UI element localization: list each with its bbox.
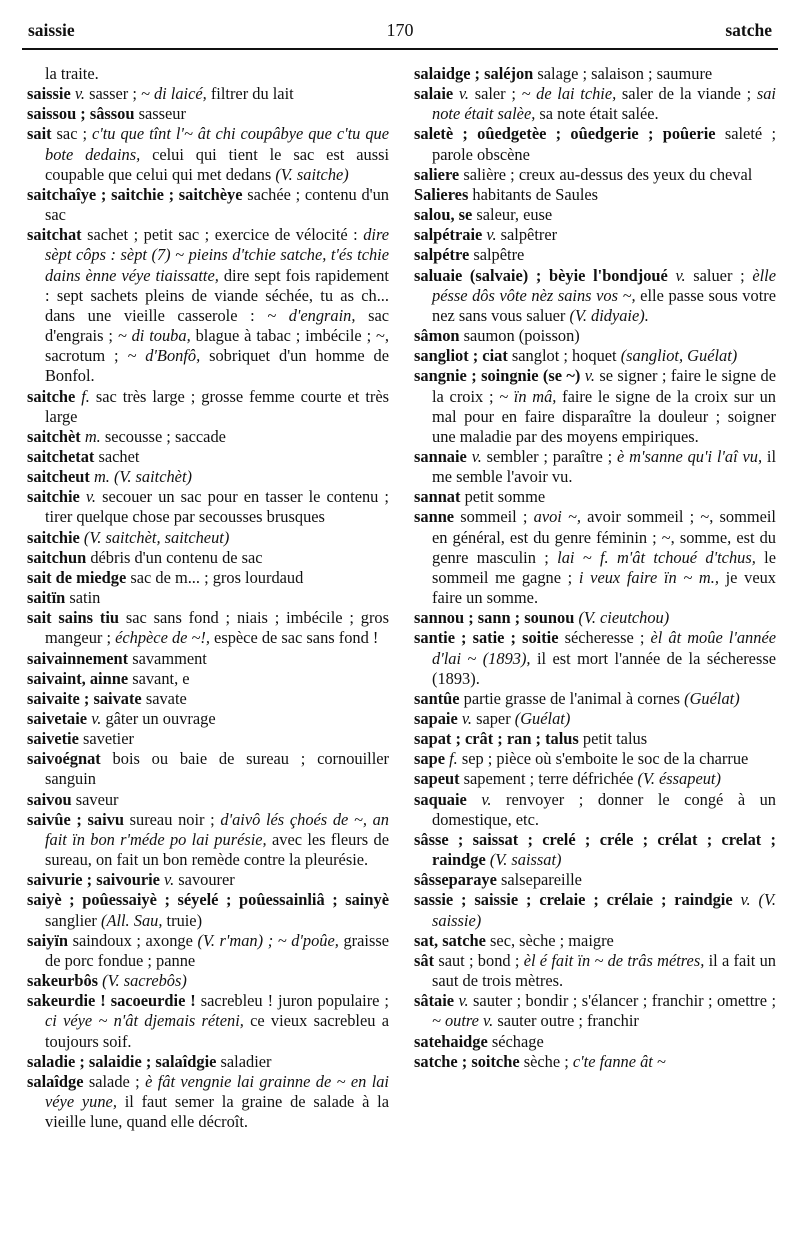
headword: sassie ; saissie ; crelaie ; crélaie ; raindgie	[414, 890, 733, 910]
dictionary-entry	[414, 709, 776, 729]
dictionary-entry	[414, 628, 776, 688]
headword: saletè ; oûedgetèe ; oûedgerie ; poûerie	[414, 124, 716, 144]
definition-text: saleté ; parole obscène	[432, 124, 777, 164]
dictionary-entry	[27, 870, 389, 890]
italic-text: v.	[584, 366, 595, 386]
headword: sâsseparaye	[414, 870, 497, 890]
headword: sape	[414, 749, 445, 769]
definition-text: saindoux ; axonge	[68, 930, 198, 950]
headword: sakeurbôs	[27, 971, 99, 991]
dictionary-entry	[414, 790, 776, 830]
italic-text: dire sèpt côps : sèpt (7) ~ pieins d'tchie satche, t'és tchie dains ènne véye tiaissatte,	[45, 225, 389, 285]
headword: sâtaie	[414, 991, 455, 1011]
headword: saiyè ; poûessaiyè ; séyelé ; poûessainliâ ; sainyè	[27, 890, 389, 910]
dictionary-entry	[414, 1052, 776, 1072]
headword: saivou	[27, 789, 72, 809]
dictionary-entry	[414, 185, 776, 205]
definition-text: sasser ;	[84, 84, 141, 104]
dictionary-entry	[27, 669, 389, 689]
dictionary-entry	[27, 487, 389, 527]
italic-text: (V. éssapeut)	[637, 769, 721, 789]
definition-text: saut ; bond ;	[434, 950, 524, 970]
headword: salou, se	[414, 205, 473, 225]
dictionary-entry	[414, 245, 776, 265]
italic-text: (V. sacrebôs)	[102, 971, 187, 991]
definition-text: celui qui tient le sac est aussi coupable que celui qui met dedans	[45, 144, 390, 184]
dictionary-entry	[414, 487, 776, 507]
headword: salaîdge	[27, 1071, 84, 1091]
definition-text: se signer ; faire le signe de la croix ;	[432, 366, 776, 406]
definition-text: sac de m... ; gros lourdaud	[126, 567, 304, 587]
italic-text: (V. didyaie).	[569, 305, 649, 325]
italic-text: (Guélat)	[514, 709, 571, 728]
dictionary-entry	[414, 729, 776, 749]
headword: sait sains tiu	[27, 608, 120, 628]
dictionary-entry	[414, 951, 776, 991]
headword: satche ; soitche	[414, 1051, 520, 1071]
definition-text: sachet ; petit sac ; exercice de vélocité :	[81, 225, 364, 245]
definition-text: sachet	[94, 446, 140, 466]
dictionary-entry	[27, 729, 389, 749]
headword: sanne	[414, 507, 455, 527]
italic-text: m.	[84, 426, 101, 446]
definition-text: il a fait un saut de trois mètres.	[432, 950, 776, 991]
definition-text: salpêtrer	[496, 225, 558, 245]
definition-text: petit somme	[460, 487, 546, 507]
italic-text: ~ d'Bonfô,	[127, 346, 201, 366]
definition-text: sacrebleu ! juron populaire ;	[195, 991, 389, 1011]
italic-text: d'aivô lés çhoés de ~, an fait ïn bon r'méde po lai purésie,	[45, 809, 389, 849]
dictionary-entry	[27, 225, 389, 386]
right-column	[414, 64, 776, 1072]
dictionary-entry	[27, 588, 389, 608]
italic-text: (V. r'man) ; ~ d'poûe,	[197, 930, 339, 950]
definition-text: truie)	[162, 910, 203, 930]
italic-text: v. (V. saissie)	[432, 890, 776, 930]
page-number: 170	[386, 19, 414, 40]
headword: saivûe ; saivu	[27, 809, 124, 829]
italic-text: ~ d'engrain,	[267, 305, 356, 325]
headword: sannaie	[414, 446, 467, 466]
definition-text: salsepareille	[496, 870, 582, 890]
italic-text: ci véye ~ n'ât djemais réteni,	[45, 1011, 244, 1031]
headword: saitchat	[27, 225, 82, 245]
headword: sapeut	[414, 769, 460, 789]
dictionary-entry	[414, 870, 776, 890]
italic-text: (V. saitchèt, saitcheut)	[83, 527, 230, 547]
definition-text: salage ; salaison ; saumure	[533, 64, 713, 83]
definition-text: je veux faire un somme.	[432, 567, 777, 608]
definition-text: avoir sommeil ; ~, sommeil en général, est du genre féminin ; ~, somme, est du genre masculin ;	[432, 507, 776, 567]
dictionary-entry	[27, 1052, 389, 1072]
dictionary-entry	[27, 790, 389, 810]
headword: saliere	[414, 164, 460, 184]
italic-text: v.	[458, 84, 470, 104]
headword: satehaidge	[414, 1031, 488, 1051]
italic-text: c'tu que tînt l'~ ât chi coupâbye que c'tu que bote dedains,	[45, 124, 389, 164]
dictionary-entry	[414, 366, 776, 447]
definition-text: saler ;	[469, 84, 522, 104]
headword: saquaie	[414, 789, 467, 809]
headword: saivetie	[27, 729, 79, 749]
dictionary-entry	[414, 749, 776, 769]
italic-text: èlle pésse dôs vôte nèz sains vos ~,	[432, 265, 776, 305]
headword: Salieres	[414, 184, 469, 204]
italic-text: m. (V. saitchèt)	[93, 467, 192, 487]
headword: saivainnement	[27, 648, 129, 668]
italic-text: (V. saissat)	[489, 850, 562, 870]
headword: sapat ; crât ; ran ; talus	[414, 729, 579, 749]
definition-text: saleur, euse	[472, 205, 553, 225]
dictionary-entry	[27, 810, 389, 870]
headword: saissie	[27, 84, 71, 104]
headword: salaidge ; saléjon	[414, 64, 534, 83]
dictionary-entry	[27, 185, 389, 225]
header-rule	[22, 48, 778, 50]
left-column	[27, 64, 389, 1132]
definition-text: sécheresse ;	[558, 628, 651, 648]
definition-text: petit talus	[578, 729, 648, 749]
headword: sannou ; sann ; sounou	[414, 608, 575, 628]
definition-text: il me semble l'avoir vu.	[432, 446, 777, 487]
italic-text: i veux faire ïn ~ m.,	[578, 567, 719, 587]
dictionary-entry	[414, 84, 776, 124]
running-head	[28, 16, 772, 44]
dictionary-entry	[414, 225, 776, 245]
headword: sâmon	[414, 326, 460, 346]
definition-text: savate	[141, 688, 187, 708]
italic-text: v.	[85, 487, 97, 507]
dictionary-entry	[27, 608, 389, 648]
definition-text: bois ou baie de sureau ; cornouiller sanguin	[45, 749, 389, 789]
headword: saitchie	[27, 527, 80, 547]
definition-text: la traite.	[45, 64, 99, 83]
italic-text: (V. saitche)	[275, 164, 349, 184]
headword: saluaie (salvaie) ; bèyie l'bondjoué	[414, 265, 668, 285]
definition-text: sachée ; contenu d'un sac	[45, 184, 390, 225]
dictionary-entry	[414, 346, 776, 366]
italic-text: v.	[471, 446, 482, 466]
headword: sâsse ; saissat ; crelé ; créle ; crélat ; crelat ; raindge	[414, 829, 776, 870]
headword: saitchie	[27, 487, 80, 507]
italic-text: èl é fait ïn ~ de trâs métres,	[523, 950, 705, 970]
dictionary-entry	[414, 1032, 776, 1052]
italic-text: è fât vengnie lai grainne de ~ en lai véye yune,	[45, 1071, 389, 1111]
definition-text: partie grasse de l'animal à cornes	[459, 688, 685, 708]
dictionary-entry	[27, 528, 389, 548]
definition-text: sa note était salée.	[535, 104, 659, 124]
definition-text: ce vieux sacrebleu a toujours soif.	[45, 1011, 389, 1051]
italic-text: ~ ïn mâ,	[499, 386, 557, 406]
dictionary-entry	[27, 64, 389, 84]
dictionary-entry	[414, 205, 776, 225]
italic-text: (V. cieutchou)	[578, 608, 670, 628]
headword: saitchetat	[27, 446, 95, 466]
headword: sangnie ; soingnie (se ~)	[414, 366, 581, 386]
italic-text: èl ât moûe l'année d'lai ~ (1893),	[432, 628, 776, 668]
headword: sangliot ; ciat	[414, 346, 508, 366]
definition-text: sac d'engrais ;	[45, 305, 389, 346]
definition-text: avec les fleurs de sureau, on fait un bon remède contre la pleurésie.	[45, 829, 389, 870]
definition-text: sapement ; terre défrichée	[459, 769, 638, 789]
headword: sapaie	[414, 709, 458, 728]
dictionary-entry	[27, 971, 389, 991]
italic-text: lai ~ f. m'ât tchoué d'tchus,	[557, 547, 756, 567]
definition-text: dire sept fois rapidement : sept sachets pleins de viande séchée, tu as ch... dans une vieille casserole :	[45, 265, 389, 325]
dictionary-entry	[414, 507, 776, 608]
dictionary-entry	[414, 890, 776, 930]
headword: saissou ; sâssou	[27, 104, 135, 124]
dictionary-entry	[27, 991, 389, 1051]
headword: saivurie ; saivourie	[27, 870, 160, 890]
headword: santûe	[414, 688, 460, 708]
italic-text: échpèce de ~!,	[115, 628, 210, 648]
headword: sakeurdie ! sacoeurdie !	[27, 991, 196, 1011]
italic-text: è m'sanne qu'i l'aî vu,	[617, 446, 763, 466]
dictionary-entry	[27, 749, 389, 789]
dictionary-entry	[27, 84, 389, 104]
headword: saivoégnat	[27, 749, 101, 769]
definition-text: sanglot ; hoquet	[507, 346, 621, 366]
headword: saivaite ; saivate	[27, 688, 142, 708]
italic-text: ~ de lai tchie,	[521, 84, 617, 104]
definition-text	[467, 790, 482, 809]
italic-text: ~ di laicé,	[140, 84, 207, 104]
italic-text: f.	[449, 749, 458, 769]
headword: sât	[414, 950, 435, 970]
dictionary-entry	[27, 1072, 389, 1132]
headword: sait	[27, 124, 52, 144]
dictionary-entry	[414, 124, 776, 164]
italic-text: v.	[481, 789, 492, 809]
headword: saitcheut	[27, 467, 90, 487]
headword: sait de miedge	[27, 567, 127, 587]
headword: salpétre	[414, 245, 470, 265]
definition-text: salade ;	[83, 1071, 146, 1091]
dictionary-entry	[27, 649, 389, 669]
definition-text: sauter ; bondir ; s'élancer ; franchir ; omettre ;	[468, 991, 776, 1011]
dictionary-entry	[27, 124, 389, 184]
italic-text: ~ outre v.	[432, 1011, 494, 1031]
dictionary-entry	[414, 689, 776, 709]
dictionary-entry	[27, 709, 389, 729]
definition-text: secousse ; saccade	[100, 426, 226, 446]
italic-text: c'te fanne ât ~	[572, 1051, 666, 1071]
dictionary-entry	[27, 689, 389, 709]
dictionary-entry	[414, 447, 776, 487]
definition-text: sanglier	[45, 910, 101, 930]
definition-text: saveur	[71, 789, 119, 809]
headword: salaie	[414, 84, 454, 104]
headword: saitchèt	[27, 426, 81, 446]
definition-text: sommeil ;	[454, 507, 534, 527]
definition-text: sèche ;	[519, 1051, 573, 1071]
definition-text: salpêtre	[469, 245, 525, 265]
italic-text: v.	[74, 84, 85, 104]
dictionary-entry	[27, 890, 389, 930]
dictionary-entry	[27, 548, 389, 568]
dictionary-entry	[414, 830, 776, 870]
definition-text: salière ; creux au-dessus des yeux du cheval	[459, 164, 753, 184]
definition-text: sembler ; paraître ;	[481, 446, 618, 466]
definition-text: débris d'un contenu de sac	[86, 547, 263, 567]
definition-text: sobriquet d'un homme de Bonfol.	[45, 346, 389, 386]
definition-text: savetier	[78, 729, 134, 749]
dictionary-entry	[414, 931, 776, 951]
italic-text: (Guélat)	[684, 688, 740, 708]
dictionary-entry	[414, 769, 776, 789]
definition-text: il est mort l'année de la sécheresse (1893).	[432, 648, 776, 688]
definition-text: filtrer du lait	[206, 84, 294, 104]
dictionary-entry	[27, 568, 389, 588]
dictionary-entry	[27, 387, 389, 427]
definition-text: secouer un sac pour en tasser le contenu ; tirer quelque chose par secousses brusques	[45, 487, 389, 527]
italic-text: avoi ~,	[533, 507, 581, 527]
definition-text: savant, e	[128, 668, 190, 688]
italic-text: v.	[164, 870, 175, 890]
headword: sat, satche	[414, 930, 486, 950]
headword: saiyïn	[27, 930, 68, 950]
italic-text: ~ di touba,	[117, 326, 191, 346]
definition-text: graisse de porc fondue ; panne	[45, 930, 389, 970]
dictionary-entry	[414, 64, 776, 84]
definition-text: habitants de Saules	[468, 184, 599, 204]
dictionary-entry	[414, 326, 776, 346]
definition-text: sac sans fond ; niais ; imbécile ; gros mangeur ;	[45, 608, 390, 648]
definition-text: il faut semer la graine de salade à la vieille lune, quand elle décroît.	[45, 1091, 389, 1132]
dictionary-entry	[27, 427, 389, 447]
definition-text: saler de la viande ;	[616, 84, 757, 104]
headword: sannat	[414, 487, 461, 507]
headword: saitchaîye ; saitchie ; saitchèye	[27, 184, 243, 204]
definition-text: savourer	[174, 870, 235, 890]
definition-text: saladier	[216, 1051, 272, 1071]
headword: saivetaie	[27, 709, 88, 728]
headword: santie ; satie ; soitie	[414, 628, 559, 648]
definition-text: sasseur	[134, 104, 186, 124]
definition-text: saumon (poisson)	[459, 326, 580, 346]
definition-text: sep ; pièce où s'emboite le soc de la charrue	[457, 749, 749, 769]
definition-text: sec, sèche ; maigre	[485, 930, 614, 950]
italic-text: v.	[486, 225, 497, 245]
definition-text: saper	[471, 709, 515, 728]
italic-text: (sangliot, Guélat)	[620, 346, 738, 366]
italic-text: v.	[461, 709, 472, 728]
dictionary-entry	[27, 104, 389, 124]
definition-text: séchage	[487, 1031, 544, 1051]
italic-text: v.	[675, 265, 686, 285]
header-last-headword: satche	[725, 19, 772, 40]
italic-text: (All. Sau,	[100, 910, 163, 930]
definition-text: faire le signe de la croix sur un mal pour en faire disparaître la douleur ; soigner une maladie par des moyens empiriques.	[432, 386, 776, 446]
definition-text: le sommeil me gagne ;	[432, 547, 776, 587]
header-first-headword: saissie	[28, 19, 75, 40]
headword: salpétraie	[414, 225, 483, 245]
definition-text: sureau noir ;	[123, 809, 221, 829]
dictionary-entry	[414, 165, 776, 185]
definition-text: satin	[65, 588, 101, 608]
dictionary-entry	[27, 931, 389, 971]
italic-text: v.	[458, 991, 469, 1011]
definition-text: espèce de sac sans fond !	[209, 628, 379, 648]
dictionary-entry	[414, 991, 776, 1031]
definition-text: saluer ;	[685, 265, 753, 285]
italic-text: v.	[91, 709, 102, 728]
definition-text: savamment	[128, 648, 207, 668]
definition-text: sac très large ; grosse femme courte et très large	[45, 386, 389, 426]
headword: saitïn	[27, 588, 66, 608]
dictionary-entry	[414, 608, 776, 628]
dictionary-entry	[414, 266, 776, 326]
headword: saivaint, ainne	[27, 668, 129, 688]
headword: saitchun	[27, 547, 87, 567]
headword: saitche	[27, 386, 76, 406]
definition-text: sauter outre ; franchir	[493, 1011, 639, 1031]
definition-text: blague à tabac ; imbécile ; ~, sacrotum ;	[45, 326, 389, 366]
dictionary-entry	[27, 467, 389, 487]
definition-text: elle passe sous votre nez sans vous saluer	[432, 285, 776, 325]
italic-text: f.	[81, 386, 90, 406]
italic-text: sai note était salèe,	[432, 84, 776, 124]
headword: saladie ; salaidie ; salaîdgie	[27, 1051, 217, 1071]
dictionary-entry	[27, 447, 389, 467]
definition-text: renvoyer ; donner le congé à un domestique, etc.	[432, 789, 776, 829]
definition-text: gâter un ouvrage	[101, 709, 216, 728]
definition-text: sac ;	[51, 124, 92, 144]
